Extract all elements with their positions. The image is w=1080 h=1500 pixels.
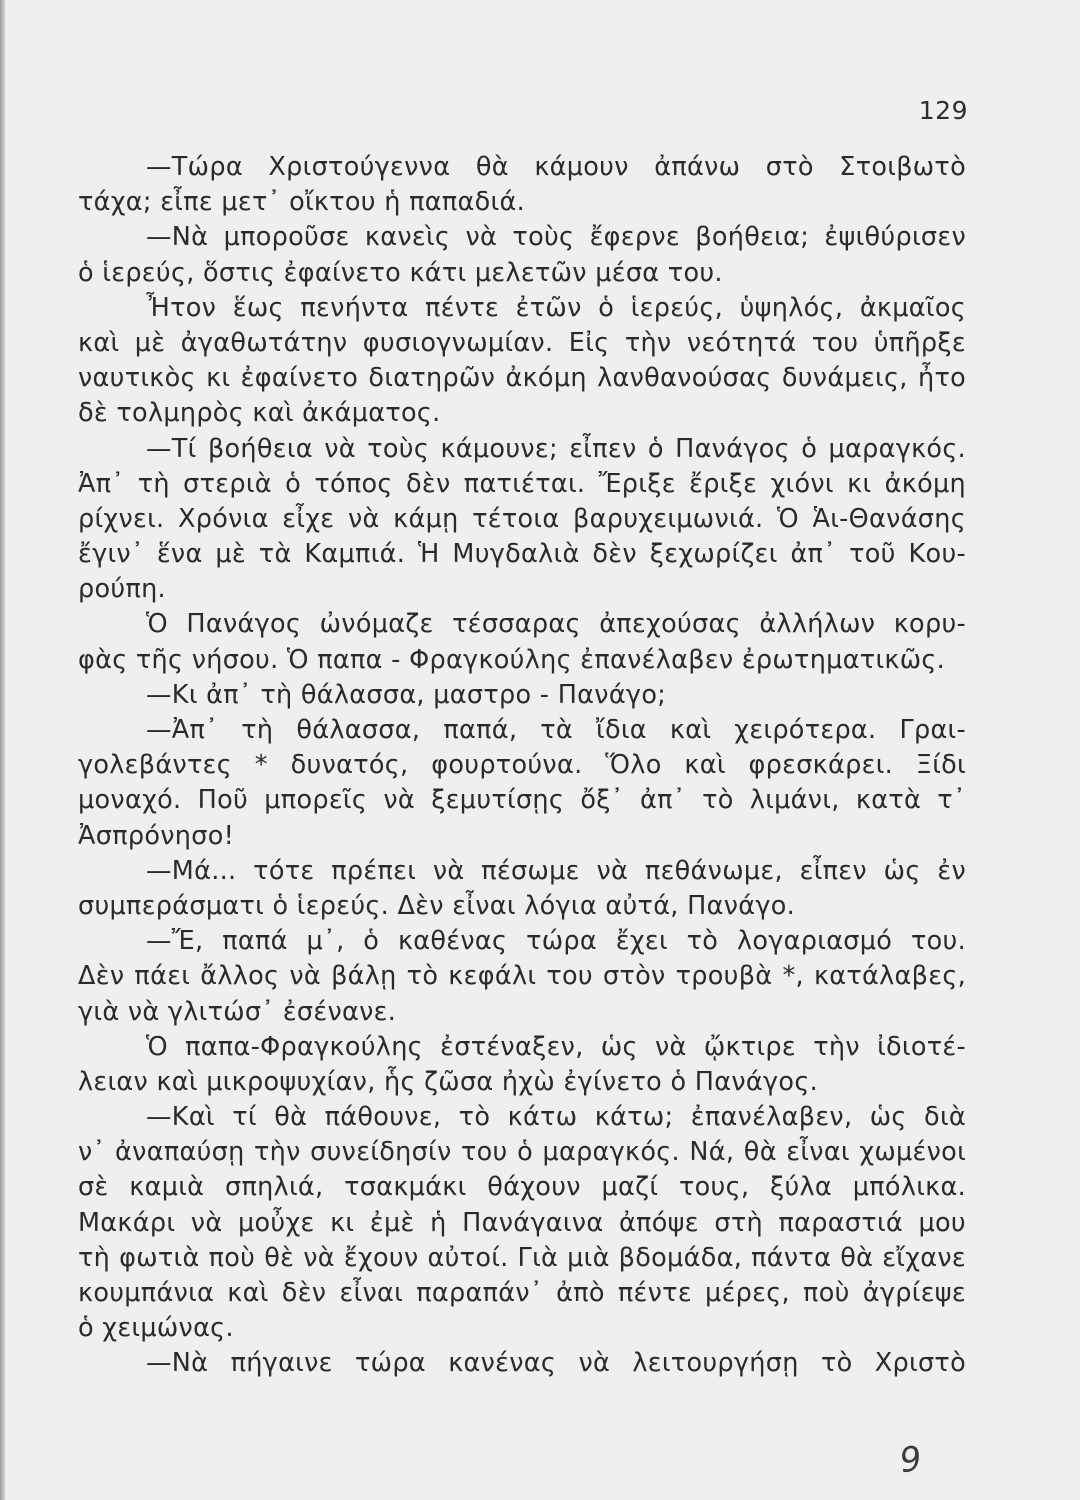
text-line: —Καὶ τί θὰ πάθουνε, τὸ κάτω κάτω; ἐπανέλαβεν, ὡς διὰ: [146, 1102, 966, 1133]
text-line: —Ἀπ᾽ τὴ θάλασσα, παπά, τὰ ἴδια καὶ χειρότερα. Γραι-: [146, 715, 966, 745]
text-line: Μακάρι νὰ μοὖχε κι ἐμὲ ἡ Πανάγαινα ἀπόψε στὴ παραστιά μου: [78, 1207, 966, 1238]
text-line: —Τί βοήθεια νὰ τοὺς κάμουνε; εἶπεν ὁ Πανάγος ὁ μαραγκός.: [146, 433, 966, 464]
text-line: γιὰ νὰ γλιτώσ᾽ ἐσένανε.: [78, 996, 397, 1027]
text-line: Ἀσπρόνησο!: [78, 820, 235, 851]
body-text: [78, 150, 966, 1382]
text-line: μοναχό. Ποῦ μπορεῖς νὰ ξεμυτίσῃς ὄξ᾽ ἀπ᾽ τὸ λιμάνι, κατὰ τ᾽: [78, 785, 966, 816]
text-line: τάχα; εἶπε μετ᾽ οἴκτου ἡ παπαδιά.: [78, 187, 525, 218]
signature-mark: 9: [897, 1438, 925, 1482]
text-line: κουμπάνια καὶ δὲν εἶναι παραπάν᾽ ἀπὸ πέντε μέρες, ποὺ ἀγρίεψε: [78, 1278, 966, 1308]
text-line: τὴ φωτιὰ ποὺ θὲ νὰ ἔχουν αὐτοί. Γιὰ μιὰ βδομάδα, πάντα θὰ εἴχανε: [78, 1242, 966, 1273]
page-spine-shadow: [0, 0, 6, 1500]
text-line: δὲ τολμηρὸς καὶ ἀκάματος.: [78, 398, 441, 429]
text-line: καὶ μὲ ἀγαθωτάτην φυσιογνωμίαν. Εἰς τὴν νεότητά του ὑπῆρξε: [78, 327, 966, 358]
text-line: συμπεράσματι ὁ ἱερεύς. Δὲν εἶναι λόγια αὐτά, Πανάγο.: [78, 890, 796, 921]
text-line: λειαν καὶ μικροψυχίαν, ἧς ζῶσα ἠχὼ ἐγίνετο ὁ Πανάγος.: [78, 1066, 818, 1097]
text-line: ρίχνει. Χρόνια εἶχε νὰ κάμῃ τέτοια βαρυχειμωνιά. Ὁ Ἁι-Θανάσης: [78, 503, 966, 534]
text-line: Ἦτον ἕως πενήντα πέντε ἐτῶν ὁ ἱερεύς, ὑψηλός, ἀκμαῖος: [146, 292, 966, 323]
text-line: Ὁ παπα-Φραγκούλης ἐστέναξεν, ὡς νὰ ᾤκτιρε τὴν ἰδιοτέ-: [146, 1031, 966, 1062]
text-line: ὁ χειμώνας.: [78, 1313, 234, 1344]
text-line: Ἀπ᾽ τὴ στεριὰ ὁ τόπος δὲν πατιέται. Ἔριξε ἔριξε χιόνι κι ἀκόμη: [78, 468, 966, 499]
text-line: Ὁ Πανάγος ὠνόμαζε τέσσαρας ἀπεχούσας ἀλλήλων κορυ-: [146, 609, 966, 640]
text-line: γολεβάντες * δυνατός, φουρτούνα. Ὅλο καὶ φρεσκάρει. Ξίδι: [78, 750, 966, 781]
text-line: —Νὰ μποροῦσε κανεὶς νὰ τοὺς ἔφερνε βοήθεια; ἐψιθύρισεν: [146, 222, 966, 253]
text-line: —Τώρα Χριστούγεννα θὰ κάμουν ἀπάνω στὸ Στοιβωτὸ: [146, 152, 966, 182]
text-line: ὁ ἱερεύς, ὅστις ἐφαίνετο κάτι μελετῶν μέσα του.: [78, 257, 723, 288]
text-line: σὲ καμιὰ σπηλιά, τσακμάκι θάχουν μαζί τους, ξύλα μπόλικα.: [78, 1172, 966, 1203]
text-line: ἔγιν᾽ ἕνα μὲ τὰ Καμπιά. Ἡ Μυγδαλιὰ δὲν ξεχωρίζει ἀπ᾽ τοῦ Κου-: [78, 539, 966, 570]
text-line: φὰς τῆς νήσου. Ὁ παπα - Φραγκούλης ἐπανέλαβεν ἐρωτηματικῶς.: [78, 644, 946, 675]
text-line: —Ἔ, παπά μ᾽, ὁ καθένας τώρα ἔχει τὸ λογαριασμό του.: [146, 926, 966, 957]
text-line: ρούπη.: [78, 574, 166, 605]
text-line: ναυτικὸς κι ἐφαίνετο διατηρῶν ἀκόμη λανθανούσας δυνάμεις, ἦτο: [78, 363, 966, 394]
page-number: 129: [918, 96, 968, 125]
text-line: —Μά... τότε πρέπει νὰ πέσωμε νὰ πεθάνωμε, εἶπεν ὡς ἐν: [146, 855, 966, 886]
text-line: Δὲν πάει ἄλλος νὰ βάλῃ τὸ κεφάλι του στὸν τρουβὰ *, κατάλαβες,: [78, 961, 966, 992]
text-line: —Νὰ πήγαινε τώρα κανένας νὰ λειτουργήσῃ τὸ Χριστὸ: [146, 1348, 966, 1379]
text-line: ν᾽ ἀναπαύσῃ τὴν συνείδησίν του ὁ μαραγκός. Νά, θὰ εἶναι χωμένοι: [78, 1137, 966, 1168]
text-line: —Κι ἀπ᾽ τὴ θάλασσα, μαστρο - Πανάγο;: [146, 679, 667, 710]
